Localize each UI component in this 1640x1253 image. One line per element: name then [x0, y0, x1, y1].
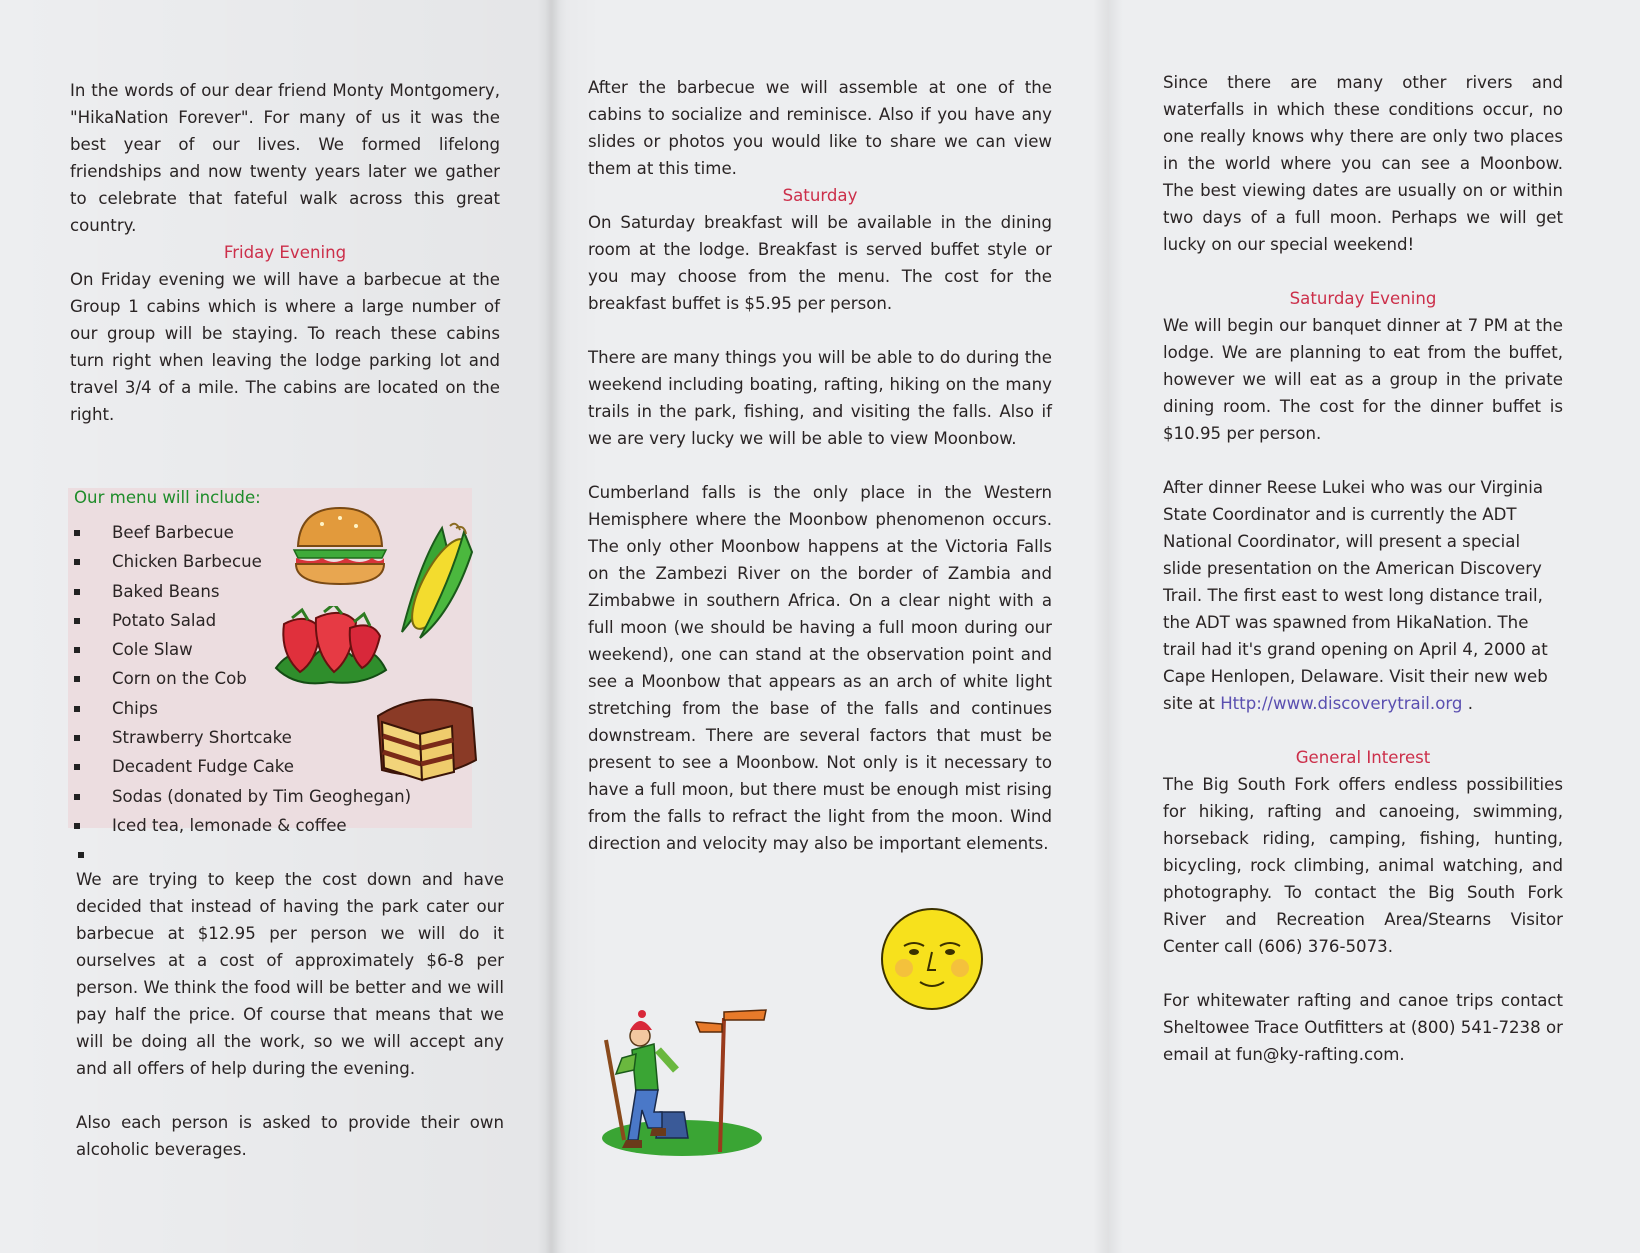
panel-left: [70, 77, 500, 428]
menu-item: [74, 811, 411, 840]
general-interest-heading: General Interest: [1295, 748, 1431, 767]
saturday-heading: Saturday: [782, 186, 858, 205]
saturday-paragraph: On Saturday breakfast will be available in the dining room at the lodge. Breakfast is served buffet style or you may choose from the menu. The cost for the breakfast buffet is $5.95 per person.: [588, 213, 1052, 313]
menu-item: [74, 723, 411, 752]
menu-item-label: Beef Barbecue: [112, 523, 234, 542]
intro-paragraph: In the words of our dear friend Monty Montgomery, "HikaNation Forever". For many of us it was the best year of our lives. We formed lifelong friendships and now twenty years later we gather to celebrate that fateful walk across this great country.: [70, 81, 500, 235]
menu-item-label: Potato Salad: [112, 610, 217, 630]
after-dinner-paragraph: [1163, 474, 1563, 717]
cumberland-paragraph: Cumberland falls is the only place in the Western Hemisphere where the Moonbow phenomenon occurs. The only other Moonbow happens at the Victoria Falls on the Zambezi River on the border of Zambia and Zimbabwe in southern Africa. On a clear night with a full moon (we should be having a full moon during our weekend), one can stand at the observation point and see a Moonbow that appears as an arch of white light stretching from the base of the falls and continues downstream. There are several factors that must be present to see a Moonbow. Not only is it necessary to have a full moon, but there must be enough mist rising from the falls to refract the light from the moon. Wind direction and velocity may also be important elements.: [588, 483, 1052, 853]
bullet-icon: [74, 647, 80, 653]
friday-paragraph: On Friday evening we will have a barbecue at the Group 1 cabins which is where a large number of our group will be staying. To reach these cabins turn right when leaving the lodge parking lot and travel 3/4 of a mile. The cabins are located on the right.: [70, 270, 500, 424]
panel-right: [1163, 69, 1563, 1068]
fold-line-right: [1093, 0, 1123, 1253]
bullet-icon: [74, 589, 80, 595]
corn-icon: [390, 522, 476, 644]
menu-item: [74, 694, 411, 723]
menu-item-label: Sodas (donated by Tim Geoghegan): [112, 786, 412, 806]
bullet-icon: [74, 530, 80, 536]
saturday-evening-heading: Saturday Evening: [1289, 289, 1437, 308]
hamburger-icon: [292, 504, 388, 588]
friday-evening-heading: Friday Evening: [223, 243, 347, 262]
saturday-evening-paragraph: We will begin our banquet dinner at 7 PM at the lodge. We are planning to eat from the buffet, however we will eat as a group in the private dining room. The cost for the dinner buffet is $10.95 per person.: [1163, 316, 1563, 443]
general-interest-paragraph: The Big South Fork offers endless possibilities for hiking, rafting and canoeing, swimming, horseback riding, camping, fishing, hunting, bicycling, rock climbing, animal watching, and photography. To contact the Big South Fork River and Recreation Area/Stearns Visitor Center call (606) 376-5073.: [1163, 775, 1563, 956]
bullet-icon: [74, 676, 80, 682]
menu-item: [74, 752, 411, 781]
menu-title: Our menu will include:: [74, 488, 261, 507]
menu-item-label: Chips: [112, 698, 158, 718]
bullet-icon: [74, 559, 80, 565]
menu-item-label: Decadent Fudge Cake: [112, 757, 295, 777]
rivers-paragraph: Since there are many other rivers and waterfalls in which these conditions occur, no one really knows why there are only two places in the world where you can see a Moonbow. The best viewing dates are usually on or within two days of a full moon. Perhaps we will get lucky on our special weekend!: [1163, 73, 1563, 254]
menu-item-label: Cole Slaw: [112, 640, 193, 660]
strawberries-icon: [272, 606, 390, 688]
menu-item-label: Corn on the Cob: [112, 669, 247, 689]
cake-icon: [372, 686, 484, 784]
activities-paragraph: There are many things you will be able to do during the weekend including boating, rafting, hiking on the many trails in the park, fishing, and visiting the falls. Also if we are very lucky we will be able to view Moonbow.: [588, 348, 1052, 448]
panel-middle: [588, 74, 1052, 857]
panel-left-lower: [76, 866, 504, 1163]
bullet-icon: [74, 618, 80, 624]
discovery-trail-link[interactable]: Http://www.discoverytrail.org: [1220, 694, 1463, 713]
after-barbecue-paragraph: After the barbecue we will assemble at one of the cabins to socialize and reminisce. Also if you have any slides or photos you would like to share we can view them at this time.: [588, 78, 1052, 178]
after-dinner-text: After dinner Reese Lukei who was our Virginia State Coordinator and is currently the ADT National Coordinator, will present a special slide presentation on the American Discovery Trail. The first east to west long distance trail, the ADT was spawned from HikaNation. The trail had it's grand opening on April 4, 2000 at Cape Henlopen, Delaware. Visit their new web site at: [1163, 478, 1548, 713]
fold-line-left: [537, 0, 567, 1253]
link-suffix: .: [1462, 694, 1473, 713]
menu-item-label: Iced tea, lemonade & coffee: [112, 815, 347, 835]
bullet-icon: [74, 706, 80, 712]
bullet-icon: [74, 764, 80, 770]
menu-item: [74, 782, 411, 811]
menu-item-label: Chicken Barbecue: [112, 552, 262, 572]
bullet-icon: [74, 794, 80, 800]
hiker-icon: [596, 1000, 778, 1160]
bullet-icon: [74, 823, 80, 829]
alcohol-paragraph: Also each person is asked to provide their own alcoholic beverages.: [76, 1113, 504, 1159]
bullet-icon: [74, 735, 80, 741]
rafting-paragraph: For whitewater rafting and canoe trips contact Sheltowee Trace Outfitters at (800) 541-7238 or email at fun@ky-rafting.com.: [1163, 991, 1563, 1064]
cost-paragraph: We are trying to keep the cost down and have decided that instead of having the park cater our barbecue at $12.95 per person we will do it ourselves at a cost of approximately $6-8 per person. We think the food will be better and we will pay half the price. Of course that means that we will be doing all the work, so we will accept any and all offers of help during the evening.: [76, 870, 504, 1078]
menu-item-label: Strawberry Shortcake: [112, 728, 292, 748]
menu-item-label: Baked Beans: [112, 581, 220, 601]
empty-bullet: [78, 852, 84, 858]
moon-face-icon: [876, 906, 988, 1012]
